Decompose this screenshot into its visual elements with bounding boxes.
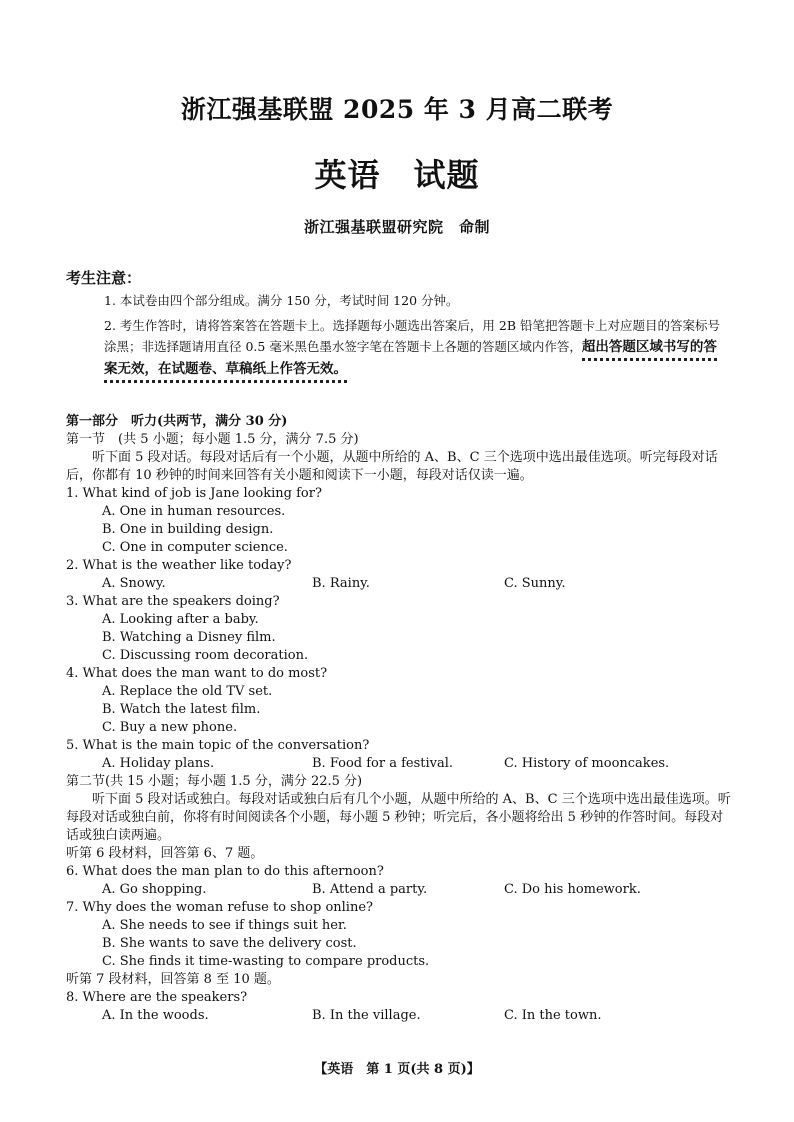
question-5-options xyxy=(66,755,731,773)
question-8-stem: 8. Where are the speakers? xyxy=(66,990,248,1005)
question-6-stem: 6. What does the man plan to do this afternoon? xyxy=(66,864,384,879)
section2-title: 第二节(共 15 小题；每小题 1.5 分，满分 22.5 分) xyxy=(66,774,363,789)
question-8-option-a: A. In the woods. xyxy=(102,1008,209,1023)
question-1-stem: 1. What kind of job is Jane looking for? xyxy=(66,486,322,501)
question-2-option-c: C. Sunny. xyxy=(504,576,566,591)
question-4-stem: 4. What does the man want to do most? xyxy=(66,666,328,681)
issuer-line: 浙江强基联盟研究院 命制 xyxy=(303,218,490,236)
notice-item-2-text: 2. 考生作答时，请将答案答在答题卡上。选择题每小题选出答案后，用 2B 铅笔把答题卡上对应题目的答案标号涂黑；非选择题请用直径 0.5 毫米黑色墨水签字笔在答题卡上各题的答题区域内作答， xyxy=(104,318,720,354)
question-1-option-b: B. One in building design. xyxy=(102,522,274,537)
question-6-option-b: B. Attend a party. xyxy=(312,882,428,897)
question-6-option-c: C. Do his homework. xyxy=(504,882,641,897)
listening-section xyxy=(66,413,731,1025)
question-4-option-a: A. Replace the old TV set. xyxy=(102,684,273,699)
question-8-option-b: B. In the village. xyxy=(312,1008,421,1023)
notice-title: 考生注意： xyxy=(66,269,142,287)
question-6-options xyxy=(66,881,731,899)
question-5-option-c: C. History of mooncakes. xyxy=(504,756,670,771)
part1-title: 第一部分 听力(共两节，满分 30 分) xyxy=(66,414,288,429)
question-3-option-b: B. Watching a Disney film. xyxy=(102,630,276,645)
page-footer: 【英语 第 1 页(共 8 页)】 xyxy=(314,1062,480,1077)
question-4-option-b: B. Watch the latest film. xyxy=(102,702,261,717)
section1-instructions: 听下面 5 段对话。每段对话后有一个小题，从题中所给的 A、B、C 三个选项中选出最佳选项。听完每段对话后，你都有 10 秒钟的时间来回答有关小题和阅读下一小题，每段对话仅读一遍。 xyxy=(66,450,718,483)
question-5-option-a: A. Holiday plans. xyxy=(102,756,215,771)
question-3-option-a: A. Looking after a baby. xyxy=(102,612,259,627)
section2-instructions: 听下面 5 段对话或独白。每段对话或独白后有几个小题，从题中所给的 A、B、C 三个选项中选出最佳选项。听每段对话或独白前，你将有时间阅读各个小题，每小题 5 秒钟；听完后，各小题将给出 5 秒钟的作答时间。每段对话或独白读两遍。 xyxy=(66,792,731,843)
question-6-option-a: A. Go shopping. xyxy=(102,882,207,897)
subject-title: 英语 试题 xyxy=(314,156,480,194)
question-7-option-a: A. She needs to see if things suit her. xyxy=(102,918,347,933)
question-2-option-b: B. Rainy. xyxy=(312,576,370,591)
notice-item-2 xyxy=(104,315,729,380)
question-1-option-a: A. One in human resources. xyxy=(102,504,286,519)
section1-title: 第一节 (共 5 小题；每小题 1.5 分，满分 7.5 分) xyxy=(66,432,359,447)
question-7-option-c: C. She finds it time-wasting to compare products. xyxy=(102,954,430,969)
question-7-option-b: B. She wants to save the delivery cost. xyxy=(102,936,357,951)
notice-item-1: 1. 本试卷由四个部分组成。满分 150 分，考试时间 120 分钟。 xyxy=(104,293,459,308)
question-2-option-a: A. Snowy. xyxy=(102,576,166,591)
question-2-options xyxy=(66,575,731,593)
material-6-instruction: 听第 6 段材料，回答第 6、7 题。 xyxy=(66,846,264,861)
exam-title: 浙江强基联盟 2025 年 3 月高二联考 xyxy=(180,95,614,124)
question-3-option-c: C. Discussing room decoration. xyxy=(102,648,309,663)
material-7-instruction: 听第 7 段材料，回答第 8 至 10 题。 xyxy=(66,972,280,987)
notice-warning: 超出答题区域书写的答案无效，在试题卷、草稿纸上作答无效。 xyxy=(104,339,717,383)
question-8-option-c: C. In the town. xyxy=(504,1008,602,1023)
question-5-option-b: B. Food for a festival. xyxy=(312,756,454,771)
question-1-option-c: C. One in computer science. xyxy=(102,540,288,555)
question-5-stem: 5. What is the main topic of the conversation? xyxy=(66,738,370,753)
question-3-stem: 3. What are the speakers doing? xyxy=(66,594,280,609)
question-7-stem: 7. Why does the woman refuse to shop online? xyxy=(66,900,373,915)
question-2-stem: 2. What is the weather like today? xyxy=(66,558,292,573)
question-8-options xyxy=(66,1007,731,1025)
question-4-option-c: C. Buy a new phone. xyxy=(102,720,238,735)
